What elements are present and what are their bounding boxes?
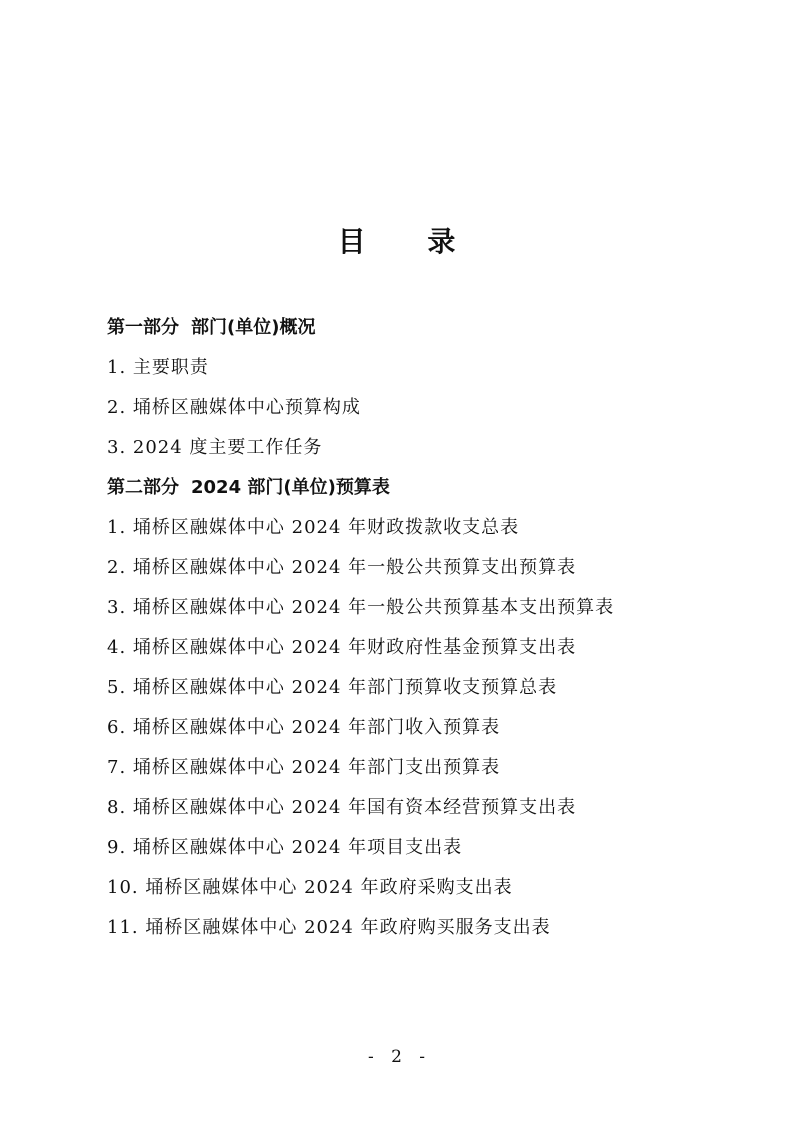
table-of-contents [107,308,747,948]
toc-item: 4. 埇桥区融媒体中心 2024 年财政府性基金预算支出表 [107,637,577,658]
toc-item: 1. 主要职责 [107,357,209,378]
toc-item: 6. 埇桥区融媒体中心 2024 年部门收入预算表 [107,717,501,738]
section-part-label: 第二部分 [107,477,179,498]
page-title: 目 录 [337,225,482,258]
toc-item: 3. 埇桥区融媒体中心 2024 年一般公共预算基本支出预算表 [107,597,615,618]
toc-item: 9. 埇桥区融媒体中心 2024 年项目支出表 [107,837,463,858]
toc-item: 10. 埇桥区融媒体中心 2024 年政府采购支出表 [107,877,513,898]
page-number: - 2 - [367,1047,432,1067]
toc-section-heading [107,468,747,508]
toc-item: 2. 埇桥区融媒体中心 2024 年一般公共预算支出预算表 [107,557,577,578]
toc-item: 5. 埇桥区融媒体中心 2024 年部门预算收支预算总表 [107,677,558,698]
toc-item: 11. 埇桥区融媒体中心 2024 年政府购买服务支出表 [107,917,551,938]
toc-item: 3. 2024 度主要工作任务 [107,437,323,458]
section-name: 部门(单位)概况 [191,317,316,338]
toc-section-heading [107,308,747,348]
toc-item: 2. 埇桥区融媒体中心预算构成 [107,397,361,418]
toc-item: 8. 埇桥区融媒体中心 2024 年国有资本经营预算支出表 [107,797,577,818]
toc-item: 1. 埇桥区融媒体中心 2024 年财政拨款收支总表 [107,517,520,538]
section-part-label: 第一部分 [107,317,179,338]
toc-item: 7. 埇桥区融媒体中心 2024 年部门支出预算表 [107,757,501,778]
section-name: 2024 部门(单位)预算表 [191,477,390,498]
